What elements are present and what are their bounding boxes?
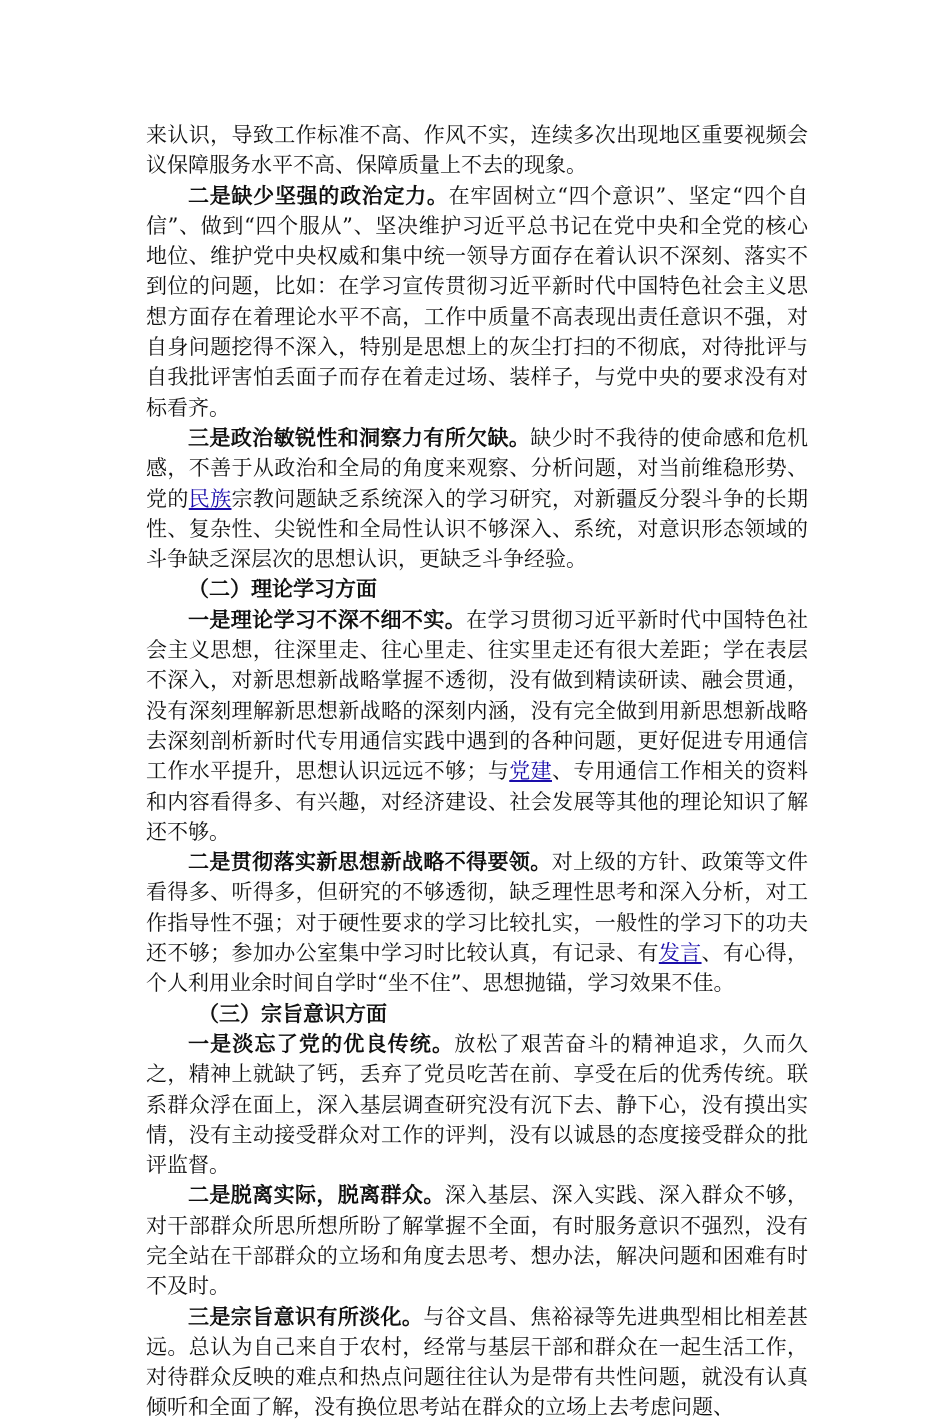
section-heading-purpose-awareness: （三）宗旨意识方面 — [198, 1000, 387, 1026]
paragraph-lead: 三是政治敏锐性和洞察力有所欠缺。 — [188, 424, 531, 450]
paragraph-body: 放松了艰苦奋斗的精神追求，久而久之，精神上就缺了钙，丢弃了党员吃苦在前、享受在后的优秀传统。联系群众浮在面上，深入基层调查研究没有沉下去、静下心，没有摸出实情，没有主动接受群众对工作的评判，没有以诚恳的态度接受群众的批评监督。 — [146, 1031, 809, 1178]
paragraph-party-tradition — [146, 1029, 808, 1180]
paragraph-body: 对上级的方针、政策等文件看得多、听得多，但研究的不够透彻，缺乏理性思考和深入分析，对工作指导性不强；对于硬性要求的学习比较扎实，一般性的学习下的功夫还不够；参加办公室集中学习时比较认真，有记录、有 — [146, 850, 809, 966]
paragraph-lead: 二是缺少坚强的政治定力。 — [188, 182, 449, 208]
paragraph-lead: 二是贯彻落实新思想新战略不得要领。 — [188, 849, 552, 875]
paragraph-lead: 一是淡忘了党的优良传统。 — [188, 1030, 455, 1056]
paragraph-body: 与谷文昌、焦裕禄等先进典型相比相差甚远。总认为自己来自于农村，经常与基层干部和群众在一起生活工作，对待群众反映的难点和热点问题往往认为是带有共性问题，就没有认真倾听和全面了解，没有换位思考站在群众的立场上去考虑问题、 — [146, 1304, 809, 1420]
paragraph-lead: 一是理论学习不深不细不实。 — [188, 606, 467, 632]
paragraph-body: 在牢固树立“四个意识”、坚定“四个自信”、做到“四个服从”、坚决维护习近平总书记在党中央和全党的核心地位、维护党中央权威和集中统一领导方面存在着认识不深刻、落实不到位的问题，比如：在学习宣传贯彻习近平新时代中国特色社会主义思想方面存在着理论水平不高，工作中质量不高表现出责任意识不强，对自身问题挖得不深入，特别是思想上的灰尘打扫的不彻底，对待批评与自我批评害怕丢面子而存在着走过场、装样子，与党中央的要求没有对标看齐。 — [146, 183, 808, 420]
paragraph-continuation: 来认识，导致工作标准不高、作风不实，连续多次出现地区重要视频会议保障服务水平不高、保障质量上不去的现象。 — [146, 123, 808, 178]
paragraph-body: 、专用通信工作相关的资料和内容看得多、有兴趣，对经济建设、社会发展等其他的理论知识了解还不够。 — [146, 759, 809, 844]
paragraph-lead: 二是脱离实际，脱离群众。 — [188, 1182, 445, 1208]
paragraph-body: 深入基层、深入实践、深入群众不够，对干部群众所思所想所盼了解掌握不全面，有时服务意识不强烈，没有完全站在干部群众的立场和角度去思考、想办法，解决问题和困难有时不及时。 — [146, 1183, 809, 1299]
paragraph-body: 缺少时不我待的使命感和危机感，不善于从政治和全局的角度来观察、分析问题，对当前维稳形势、党的 — [146, 425, 809, 511]
link-dangjian[interactable]: 党建 — [509, 759, 552, 784]
paragraph-implementation — [146, 847, 808, 998]
paragraph-body: 宗教问题缺乏系统深入的学习研究，对新疆反分裂斗争的长期性、复杂性、尖锐性和全局性认识不够深入、系统，对意识形态领域的斗争缺乏深层次的思想认识，更缺乏斗争经验。 — [146, 486, 808, 572]
document-page — [146, 120, 808, 1423]
link-minzu[interactable]: 民族 — [188, 486, 232, 511]
paragraph-body: 在学习贯彻习近平新时代中国特色社会主义思想，往深里走、往心里走、往实里走还有很大差距；学在表层不深入，对新思想新战略掌握不透彻，没有做到精读研读、融会贯通，没有深刻理解新思想新战略的深刻内涵，没有完全做到用新思想新战略去深刻剖析新时代专用通信实践中遇到的各种问题，更好促进专用通信工作水平提升，思想认识远远不够；与 — [146, 607, 809, 784]
paragraph-theory-study — [146, 605, 808, 847]
paragraph-political-resolve — [146, 181, 808, 423]
paragraph-detached-from-masses — [146, 1180, 808, 1301]
paragraph-purpose-weakened — [146, 1302, 808, 1423]
paragraph-body: 、有心得，个人利用业余时间自学时“坐不住”、思想抛锚，学习效果不佳。 — [146, 941, 809, 996]
paragraph-political-sensitivity — [146, 423, 808, 574]
link-fayan[interactable]: 发言 — [658, 941, 702, 966]
paragraph-lead: 三是宗旨意识有所淡化。 — [188, 1303, 424, 1329]
section-heading-theory-study: （二）理论学习方面 — [188, 576, 377, 602]
